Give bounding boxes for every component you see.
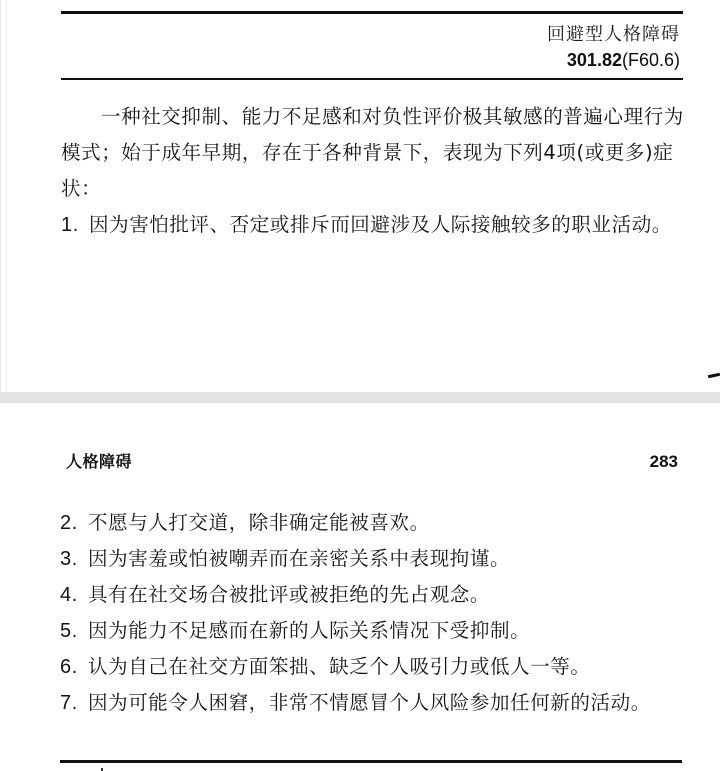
criterion-text: 具有在社交场合被批评或被拒绝的先占观念。 [88, 583, 491, 606]
header-top-rule [61, 11, 683, 14]
intro-paragraph: 一种社交抑制、能力不足感和对负性评价极其敏感的普遍心理行为模式；始于成年早期，存在于各种背景下，表现为下列4项(或更多)症状： [61, 105, 684, 200]
criterion-number: 5. [60, 620, 78, 642]
criterion-item [60, 613, 685, 649]
criteria-body-top [61, 99, 686, 243]
criterion-text: 因为可能令人困窘，非常不情愿冒个人风险参加任何新的活动。 [88, 691, 651, 714]
diagnostic-code [567, 50, 680, 71]
criterion-item [60, 649, 685, 685]
criterion-text: 认为自己在社交方面笨拙、缺乏个人吸引力或低人一等。 [88, 655, 591, 678]
criterion-number: 2. [60, 512, 78, 534]
footer-rule [60, 760, 682, 763]
criterion-number: 1. [61, 214, 79, 236]
scanned-page-bottom [0, 403, 720, 771]
criterion-number: 7. [60, 692, 78, 714]
criterion-text: 因为害怕批评、否定或排斥而回避涉及人际接触较多的职业活动。 [89, 213, 672, 236]
criterion-item [61, 207, 686, 243]
criterion-text: 不愿与人打交道，除非确定能被喜欢。 [88, 511, 430, 534]
header-bottom-rule [61, 78, 683, 80]
criteria-body-bottom [60, 505, 685, 721]
criterion-number: 3. [60, 548, 78, 570]
page-number: 283 [649, 452, 678, 471]
criterion-item [60, 541, 685, 577]
criterion-number: 4. [60, 584, 78, 606]
page-separator [0, 392, 720, 403]
criterion-item [60, 577, 685, 613]
criterion-item [60, 505, 685, 541]
criterion-text: 因为能力不足感而在新的人际关系情况下受抑制。 [88, 619, 531, 642]
icd-code: (F60.6) [621, 50, 680, 70]
running-head: 人格障碍 [66, 452, 133, 471]
scan-artifact-mark [708, 373, 720, 378]
dsm-code: 301.82 [566, 50, 622, 70]
criterion-number: 6. [60, 656, 78, 678]
section-title: 回避型人格障碍 [547, 24, 680, 45]
criterion-item [60, 685, 685, 721]
criterion-text: 因为害羞或怕被嘲弄而在亲密关系中表现拘谨。 [88, 547, 511, 570]
